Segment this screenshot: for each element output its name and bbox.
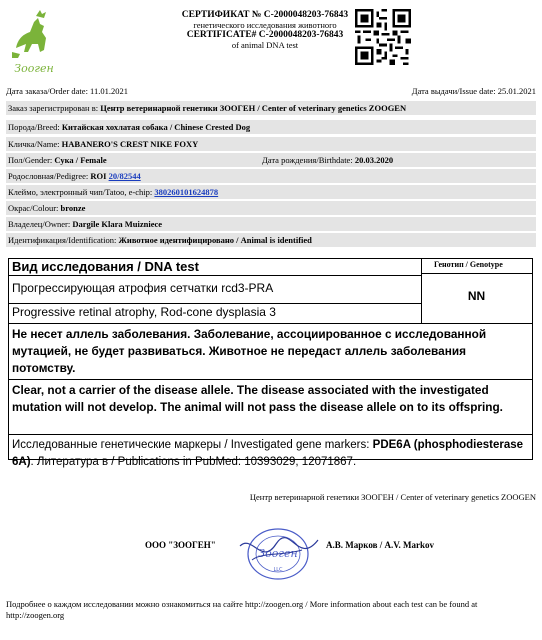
colour-value: bronze <box>60 203 86 213</box>
birthdate-field <box>262 153 393 167</box>
colour-label: Окрас/Colour: <box>8 203 59 213</box>
company-name: ООО "ЗООГЕН" <box>145 540 216 550</box>
pedigree-prefix: ROI <box>90 171 107 181</box>
row-name <box>6 137 536 151</box>
signer-name: А.В. Марков / A.V. Markov <box>326 540 435 550</box>
row-owner <box>6 217 536 231</box>
markers-suffix: . Литература в / Publications in PubMed: 10393029, 12071867. <box>30 456 357 468</box>
logo-text: Зооген <box>14 62 54 75</box>
row-breed <box>6 120 536 134</box>
certificate-en: CERTIFICATE# C-2000048203-76843 <box>186 30 344 40</box>
test-name-en: Progressive retinal atrophy, Rod-cone dysplasia 3 <box>12 305 276 319</box>
markers-gene: PDE6A (phosphodiesterase 6A) <box>12 439 524 468</box>
table-divider <box>9 434 532 435</box>
name-label: Кличка/Name: <box>8 139 60 149</box>
certificate-ru: СЕРТИФИКАТ № C-2000048203-76843 <box>181 10 349 20</box>
footer-info: Подробнее о каждом исследовании можно ознакомиться на сайте http://zoogen.org / More information about each test can be found at http://zoogen.org <box>6 599 478 620</box>
table-divider <box>421 273 532 274</box>
subtitle-ru: генетического исследования животного <box>193 20 337 30</box>
table-divider <box>9 275 421 276</box>
row-identification <box>6 233 536 247</box>
table-divider <box>9 323 532 324</box>
markers-prefix: Исследованные генетические маркеры / Investigated gene markers: <box>12 439 370 451</box>
row-registered <box>6 101 536 115</box>
name-value: HABANERO'S CREST NIKE FOXY <box>61 139 199 149</box>
footer-center: Центр ветеринарной генетики ЗООГЕН / Center of veterinary genetics ZOOGEN <box>249 492 536 502</box>
row-colour <box>6 201 536 215</box>
chip-label: Клеймо, электронный чип/Tatoo, e-chip: <box>8 187 153 197</box>
row-chip <box>6 185 536 199</box>
svg-text:Зооген: Зооген <box>258 547 298 560</box>
birthdate-value: 20.03.2020 <box>354 155 394 165</box>
gender-label: Пол/Gender: <box>8 155 53 165</box>
zoogen-logo <box>6 8 62 80</box>
table-divider <box>9 379 532 380</box>
identification-label: Идентификация/Identification: <box>8 235 117 245</box>
result-en: Clear, not a carrier of the disease allele. The disease associated with the investigated mutation will not develop. The animal will not pass the disease allele on to its offspring. <box>12 383 503 414</box>
dna-test-table <box>8 258 533 468</box>
certificate-header <box>150 10 380 50</box>
subtitle-en: of animal DNA test <box>231 40 299 50</box>
result-ru: Не несет аллель заболевания. Заболевание, ассоциированное с исследованной мутацией, не будет развиваться. Животное не передаст аллель заболевания потомству. <box>12 327 487 375</box>
row-gender <box>6 153 536 167</box>
row-pedigree <box>6 169 536 183</box>
issue-date: Дата выдачи/Issue date: 25.01.2021 <box>411 86 536 96</box>
breed-value: Китайская хохлатая собака / Chinese Crested Dog <box>61 122 251 132</box>
registered-label: Заказ зарегистрирован в: <box>8 103 99 113</box>
birthdate-label: Дата рождения/Birthdate: <box>262 155 353 165</box>
table-divider <box>9 303 421 304</box>
svg-text:LLC: LLC <box>273 567 283 573</box>
owner-label: Владелец/Owner: <box>8 219 71 229</box>
chip-link[interactable]: 380260101624878 <box>154 187 219 197</box>
test-name-ru: Прогрессирующая атрофия сетчатки rcd3-PRA <box>12 281 274 295</box>
pedigree-link[interactable]: 20/82544 <box>108 171 141 181</box>
stamp-signature <box>232 526 324 582</box>
registered-value: Центр ветеринарной генетики ЗООГЕН / Center of veterinary genetics ZOOGEN <box>100 103 407 113</box>
order-date: Дата заказа/Order date: 11.01.2021 <box>6 86 128 96</box>
identification-value: Животное идентифицировано / Animal is identified <box>118 235 312 245</box>
pedigree-label: Родословная/Pedigree: <box>8 171 89 181</box>
owner-value: Dargile Klara Muizniece <box>72 219 163 229</box>
genotype-value: NN <box>467 289 486 303</box>
breed-label: Порода/Breed: <box>8 122 60 132</box>
test-header: Вид исследования / DNA test <box>12 259 199 274</box>
gene-markers <box>12 437 528 471</box>
gender-value: Сука / Female <box>54 155 107 165</box>
genotype-header: Генотип / Genotype <box>434 260 503 269</box>
qr-code <box>355 9 411 65</box>
